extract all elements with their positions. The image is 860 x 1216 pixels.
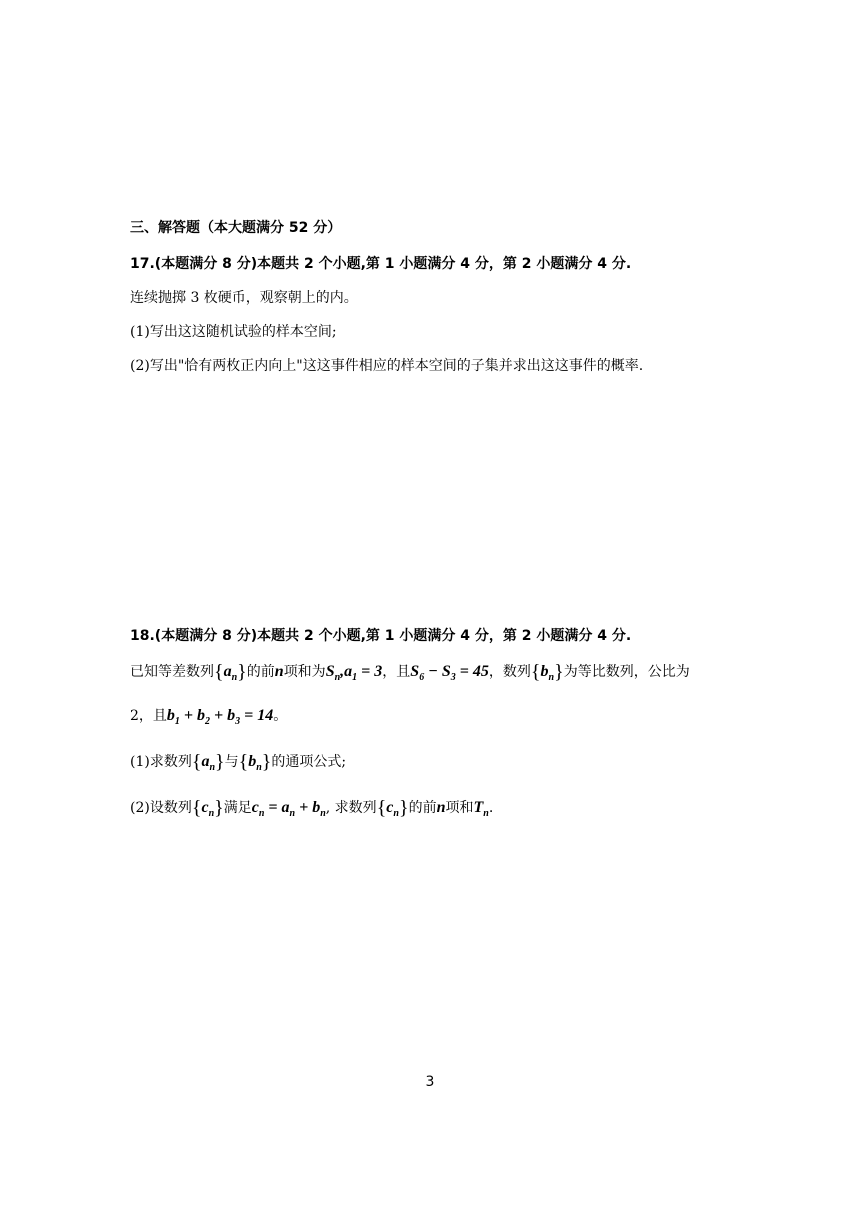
- tn-symbol: $T_n$: [473, 799, 489, 820]
- q17-header: 17.(本题满分 8 分)本题共 2 个小题,第 1 小题满分 4 分，第 2 小题满分 4 分.: [130, 256, 632, 272]
- q18-part2-text-e: 项和: [445, 800, 474, 816]
- right-brace-icon: }: [554, 661, 564, 683]
- q18-stem-text-e: ，数列: [488, 664, 531, 680]
- left-brace-icon: {: [191, 751, 202, 773]
- q18-part2-text-d: 的前: [408, 800, 437, 816]
- q18-line2-text-a: 2，且: [130, 708, 167, 724]
- q18-part2-text-f: .: [488, 800, 494, 816]
- q18-part2-text-a: (2)设数列: [130, 800, 192, 816]
- q17-part1: (1)写出这这随机试验的样本空间;: [130, 324, 337, 340]
- seq-b-symbol: $b_n$: [540, 663, 555, 684]
- left-brace-icon: {: [376, 797, 387, 819]
- q18-part1-text-a: (1)求数列: [130, 754, 192, 770]
- q18-part1-text-c: 的通项公式;: [271, 754, 347, 770]
- q18-part2-text-c: , 求数列: [325, 800, 377, 816]
- q18-stem-line1: [130, 662, 690, 688]
- q18-stem-text-b: 的前: [246, 664, 275, 680]
- right-brace-icon: }: [398, 797, 409, 819]
- q18-stem-text-a: 已知等差数列: [130, 664, 214, 680]
- right-brace-icon: }: [215, 751, 225, 773]
- q18-part1-text-b: 与: [224, 754, 239, 770]
- q18-line2-end: 。: [273, 708, 288, 724]
- page-number: 3: [425, 1074, 435, 1090]
- var-n: n: [436, 799, 446, 816]
- left-brace-icon: {: [191, 797, 202, 819]
- q18-part2-text-b: 满足: [223, 800, 252, 816]
- seq-c-symbol: $c_n$: [386, 799, 399, 820]
- left-brace-icon: {: [530, 661, 541, 683]
- q18-stem-text-c: 项和为: [283, 664, 326, 680]
- sum-sn-expr: $S_n,a_1 = 3$: [325, 663, 383, 684]
- seq-b-symbol: $b_n$: [248, 753, 262, 774]
- seq-c-symbol: $c_n$: [201, 799, 215, 820]
- q18-stem-text-f: 为等比数列，公比为: [563, 664, 690, 680]
- seq-a-symbol: $a_n$: [201, 753, 216, 774]
- var-n: n: [274, 663, 284, 680]
- left-brace-icon: {: [238, 751, 249, 773]
- section-heading: 三、解答题（本大题满分 52 分）: [130, 220, 342, 236]
- q17-part2: (2)写出"恰有两枚正内向上"这这事件相应的样本空间的子集并求出这这事件的概率.: [130, 358, 644, 374]
- s6-minus-s3-expr: $S_6 - S_3 = 45$: [410, 663, 489, 684]
- left-brace-icon: {: [214, 661, 224, 683]
- seq-a-symbol: $a_n$: [223, 663, 238, 684]
- cn-definition-expr: $c_n = a_n + b_n$: [251, 799, 326, 820]
- right-brace-icon: }: [214, 797, 224, 819]
- right-brace-icon: }: [237, 661, 247, 683]
- q18-header: 18.(本题满分 8 分)本题共 2 个小题,第 1 小题满分 4 分，第 2 小题满分 4 分.: [130, 628, 632, 644]
- q18-part2: [130, 798, 493, 824]
- q17-stem: 连续抛掷 3 枚硬币，观察朝上的内。: [130, 290, 358, 306]
- right-brace-icon: }: [261, 751, 272, 773]
- q18-stem-line2: [130, 706, 287, 732]
- q18-part1: [130, 752, 346, 778]
- b-sum-expr: $b_1 + b_2 + b_3 = 14$: [166, 707, 274, 728]
- q18-stem-text-d: ，且: [382, 664, 411, 680]
